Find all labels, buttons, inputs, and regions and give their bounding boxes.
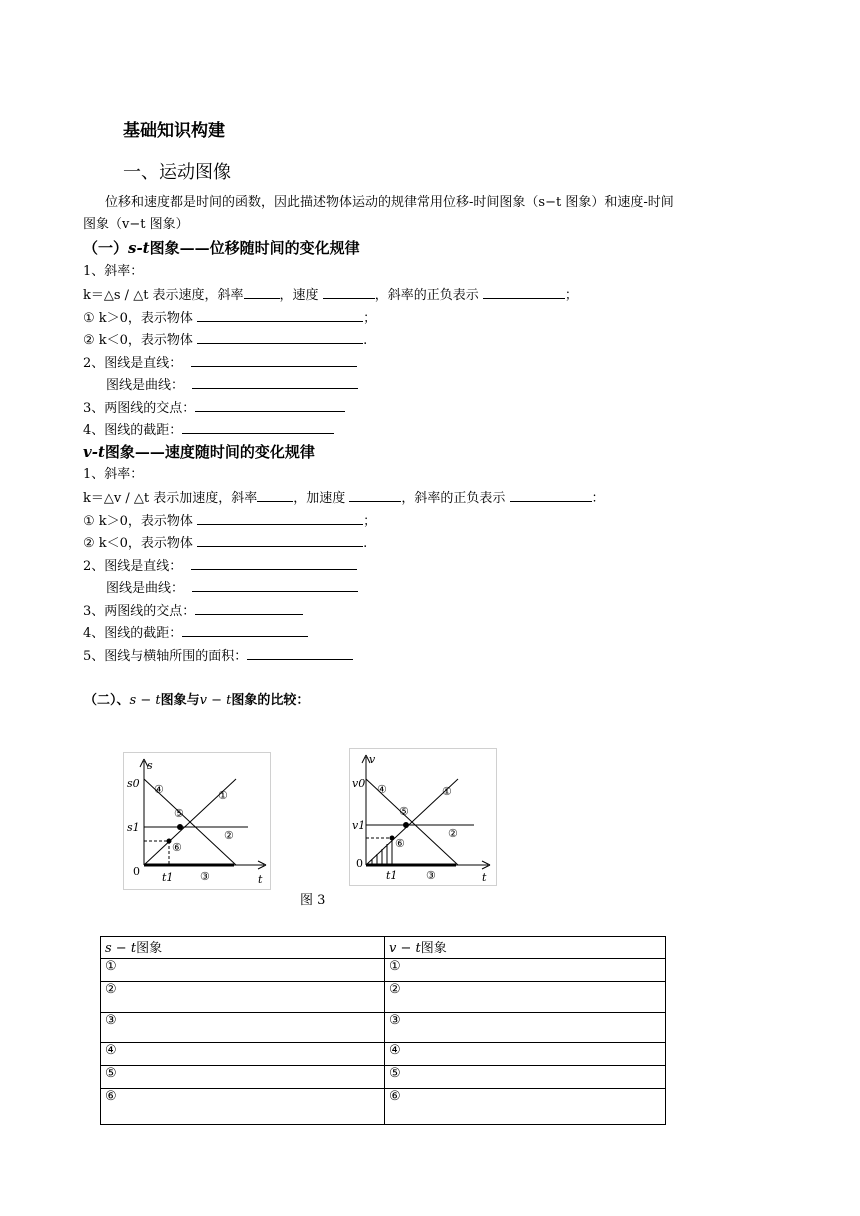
vt-straight: 2、图线是直线： xyxy=(83,556,357,576)
st-heading: （一）s-t图象——位移随时间的变化规律 xyxy=(83,239,360,257)
vt-graph xyxy=(349,748,497,886)
origin-label: 0 xyxy=(133,865,140,878)
vt-intersect: 3、两图线的交点： xyxy=(83,601,303,621)
table-row xyxy=(101,1013,666,1043)
st-intersect: 3、两图线的交点： xyxy=(83,398,345,418)
blank-field[interactable] xyxy=(247,646,353,660)
table-header-row xyxy=(101,937,666,959)
y-axis-label: v xyxy=(369,753,376,766)
blank-field[interactable] xyxy=(197,511,363,525)
page-title: 基础知识构建 xyxy=(123,121,225,141)
origin-label: 0 xyxy=(356,857,363,870)
vt-slope-label: 1、斜率： xyxy=(83,467,144,482)
table-cell[interactable]: ① xyxy=(101,959,385,982)
table-cell[interactable]: ③ xyxy=(101,1013,385,1043)
label-6: ⑥ xyxy=(172,841,182,854)
t1-label: t1 xyxy=(162,871,174,884)
table-row xyxy=(101,1043,666,1066)
label-3: ③ xyxy=(426,869,436,882)
blank-field[interactable] xyxy=(323,285,375,299)
blank-field[interactable] xyxy=(197,533,363,547)
label-6: ⑥ xyxy=(395,837,405,850)
table-cell[interactable]: ② xyxy=(385,982,666,1013)
blank-field[interactable] xyxy=(197,308,363,322)
table-cell[interactable]: ④ xyxy=(101,1043,385,1066)
vt-curve: 图线是曲线： xyxy=(106,578,358,598)
t1-label: t1 xyxy=(386,869,398,882)
blank-field[interactable] xyxy=(349,488,401,502)
label-1: ① xyxy=(218,789,228,802)
blank-field[interactable] xyxy=(257,488,293,502)
x-axis-label: t xyxy=(482,871,487,884)
blank-field[interactable] xyxy=(195,601,303,615)
vt-area: 5、图线与横轴所围的面积： xyxy=(83,646,353,666)
y0-label: s0 xyxy=(127,777,140,790)
table-row xyxy=(101,1066,666,1089)
comparison-table xyxy=(100,936,666,1125)
table-cell[interactable]: ④ xyxy=(385,1043,666,1066)
st-curve: 图线是曲线： xyxy=(106,375,358,395)
intersection-point xyxy=(177,824,183,830)
label-5: ⑤ xyxy=(399,805,409,818)
x-axis-label: t xyxy=(258,873,263,886)
st-k-negative: ② k＜0，表示物体 . xyxy=(83,330,367,350)
intro-line-1: 位移和速度都是时间的函数，因此描述物体运动的规律常用位移-时间图象（s−t 图象）和速度-时间 xyxy=(105,195,674,210)
table-row xyxy=(101,1089,666,1125)
blank-field[interactable] xyxy=(192,375,358,389)
st-graph xyxy=(123,752,271,890)
blank-field[interactable] xyxy=(191,353,357,367)
label-5: ⑤ xyxy=(174,807,184,820)
blank-field[interactable] xyxy=(191,556,357,570)
label-4: ④ xyxy=(154,783,164,796)
y-axis-label: s xyxy=(147,759,153,772)
blank-field[interactable] xyxy=(244,285,280,299)
blank-field[interactable] xyxy=(510,488,592,502)
vt-k-positive: ① k＞0，表示物体 ； xyxy=(83,511,376,531)
table-cell[interactable]: ⑥ xyxy=(385,1089,666,1125)
y1-label: v1 xyxy=(352,819,366,832)
label-1: ① xyxy=(442,785,452,798)
label-3: ③ xyxy=(200,870,210,883)
table-row xyxy=(101,959,666,982)
st-k-positive: ① k＞0，表示物体 ； xyxy=(83,308,376,328)
label-2: ② xyxy=(224,829,234,842)
blank-field[interactable] xyxy=(483,285,565,299)
intro-line-2: 图象（v−t 图象） xyxy=(83,217,189,232)
table-cell[interactable]: ② xyxy=(101,982,385,1013)
table-cell[interactable]: ① xyxy=(385,959,666,982)
st-intercept: 4、图线的截距： xyxy=(83,420,334,440)
st-k-line: k＝△s / △t 表示速度，斜率 ，速度 ，斜率的正负表示 ； xyxy=(83,285,578,305)
label-4: ④ xyxy=(377,783,387,796)
section-heading: 一、运动图像 xyxy=(123,162,231,183)
table-header-st: s − t图象 xyxy=(101,937,385,959)
st-slope-label: 1、斜率： xyxy=(83,264,144,279)
y1-label: s1 xyxy=(127,821,140,834)
table-cell[interactable]: ⑤ xyxy=(385,1066,666,1089)
blank-field[interactable] xyxy=(182,420,334,434)
st-straight: 2、图线是直线： xyxy=(83,353,357,373)
table-cell[interactable]: ⑤ xyxy=(101,1066,385,1089)
vt-intercept: 4、图线的截距： xyxy=(83,623,308,643)
table-cell[interactable]: ⑥ xyxy=(101,1089,385,1125)
table-cell[interactable]: ③ xyxy=(385,1013,666,1043)
vt-k-negative: ② k＜0，表示物体 . xyxy=(83,533,367,553)
table-header-vt: v − t图象 xyxy=(385,937,666,959)
compare-heading: （二）、s − t图象与v − t图象的比较： xyxy=(84,693,310,708)
label-2: ② xyxy=(448,827,458,840)
blank-field[interactable] xyxy=(197,330,363,344)
blank-field[interactable] xyxy=(195,398,345,412)
blank-field[interactable] xyxy=(182,623,308,637)
figure-caption: 图 3 xyxy=(300,893,326,908)
vt-heading: v-t图象——速度随时间的变化规律 xyxy=(83,443,315,461)
vt-k-line: k＝△v / △t 表示加速度，斜率 ，加速度 ，斜率的正负表示 ： xyxy=(83,488,605,508)
y0-label: v0 xyxy=(352,777,366,790)
table-row xyxy=(101,982,666,1013)
blank-field[interactable] xyxy=(192,578,358,592)
